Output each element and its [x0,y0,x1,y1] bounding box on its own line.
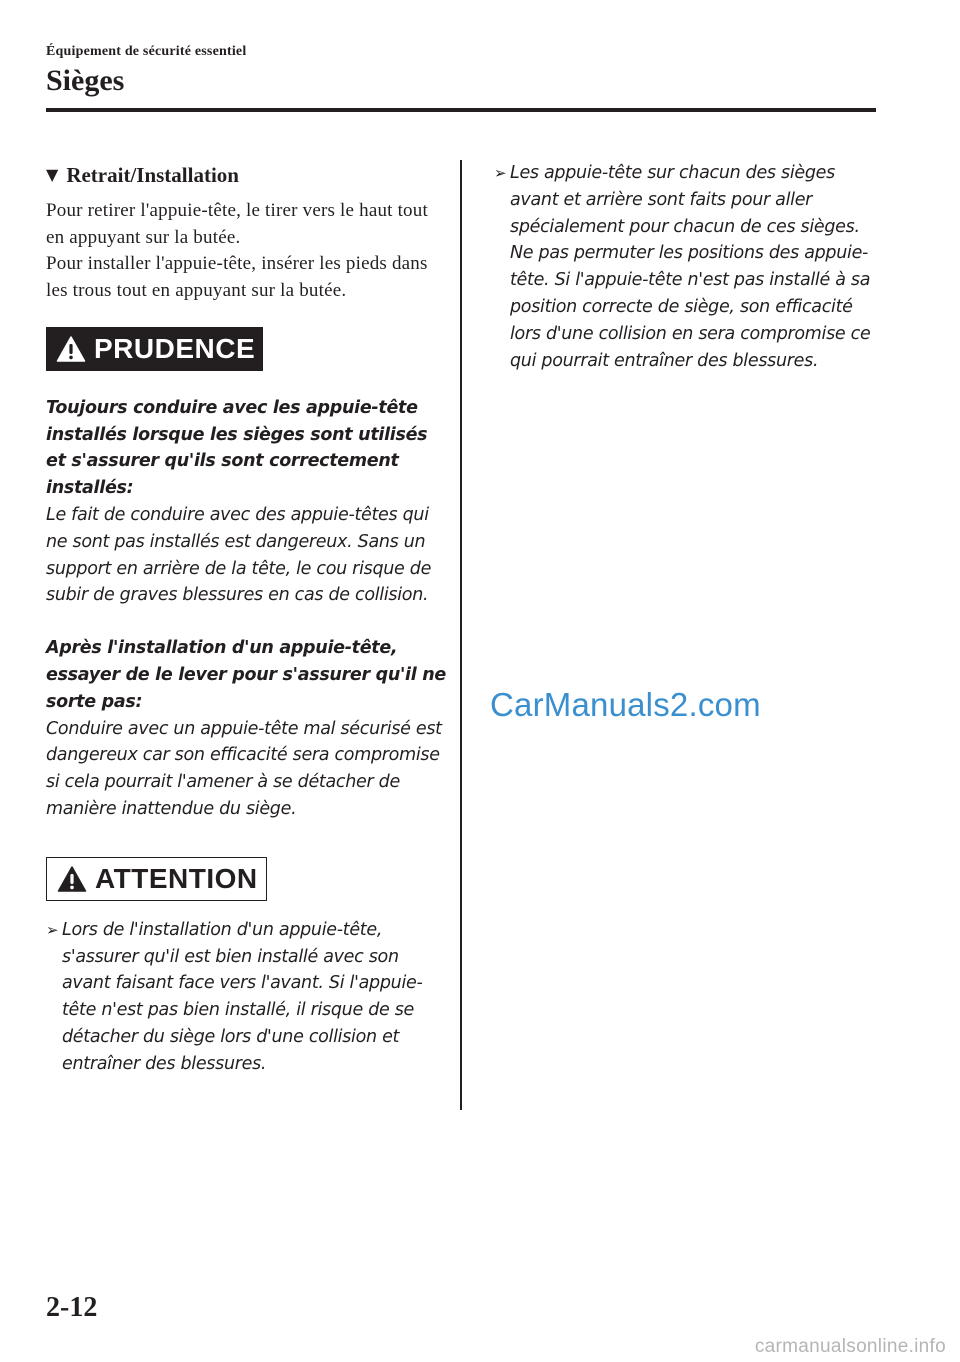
caution-body: Le fait de conduire avec des appuie-têtes qui ne sont pas installés est dangereux. Sans un support en arrière de la tête, le cou risque de subir de graves blessures en cas de collision. [46,505,432,606]
caution-heading: Toujours conduire avec les appuie-tête installés lorsque les sièges sont utilisés et s'assurer qu'ils sont correctement installés: [46,397,428,499]
page-number: 2-12 [46,1292,98,1323]
caution-label-box [46,327,263,371]
attention-label: ATTENTION [95,862,258,894]
paragraph-remove: Pour retirer l'appuie-tête, le tirer vers le haut tout en appuyant sur la butée. [46,200,428,248]
chapter-kicker: Équipement de sécurité essentiel [46,44,247,59]
attention-item-text: Lors de l'installation d'un appuie-tête, s'assurer qu'il est bien installé avec son avant faisant face vers l'avant. Si l'appuie-tête n'est pas bien installé, il risque de se détacher du siège lors d'une collision et entraîner des blessures. [62,919,423,1074]
triangle-down-icon: ▼ [46,165,59,184]
caution-block [46,395,446,609]
footer-watermark: carmanualsonline.info [754,1336,946,1357]
section-body [46,198,446,305]
attention-label-box [46,857,267,901]
attention-item [494,160,884,374]
right-column [494,160,884,374]
header-divider [46,108,876,112]
attention-item [46,917,446,1078]
caution-heading: Après l'installation d'un appuie-tête, essayer de le lever pour s'assurer qu'il ne sorte pas: [46,638,446,712]
section-heading [46,160,446,190]
arrowhead-bullet-icon: ➢ [494,164,507,182]
caution-label: PRUDENCE [94,332,256,364]
caution-body: Conduire avec un appuie-tête mal sécurisé est dangereux car son efficacité sera compromise si cela pourrait l'amener à se détacher de manière inattendue du siège. [46,718,442,819]
column-divider [460,160,462,1110]
warning-triangle-icon [56,335,86,363]
paragraph-install: Pour installer l'appuie-tête, insérer les pieds dans les trous tout en appuyant sur la butée. [46,253,428,302]
warning-triangle-icon [57,865,87,893]
arrowhead-bullet-icon: ➢ [46,920,59,939]
caution-block [46,635,446,823]
section-heading-text: Retrait/Installation [66,163,239,187]
page-title: Sièges [46,64,125,97]
left-column [46,160,446,1078]
watermark-logo: CarManuals2.com [490,686,761,723]
attention-item-text: Les appuie-tête sur chacun des sièges avant et arrière sont faits pour aller spécialement pour chacun de ces sièges. Ne pas permuter les positions des appuie-tête. Si l'appuie-tête n'est pas installé à sa position correcte de siège, son efficacité lors d'une collision en sera compromise ce qui pourrait entraîner des blessures. [510,163,871,371]
